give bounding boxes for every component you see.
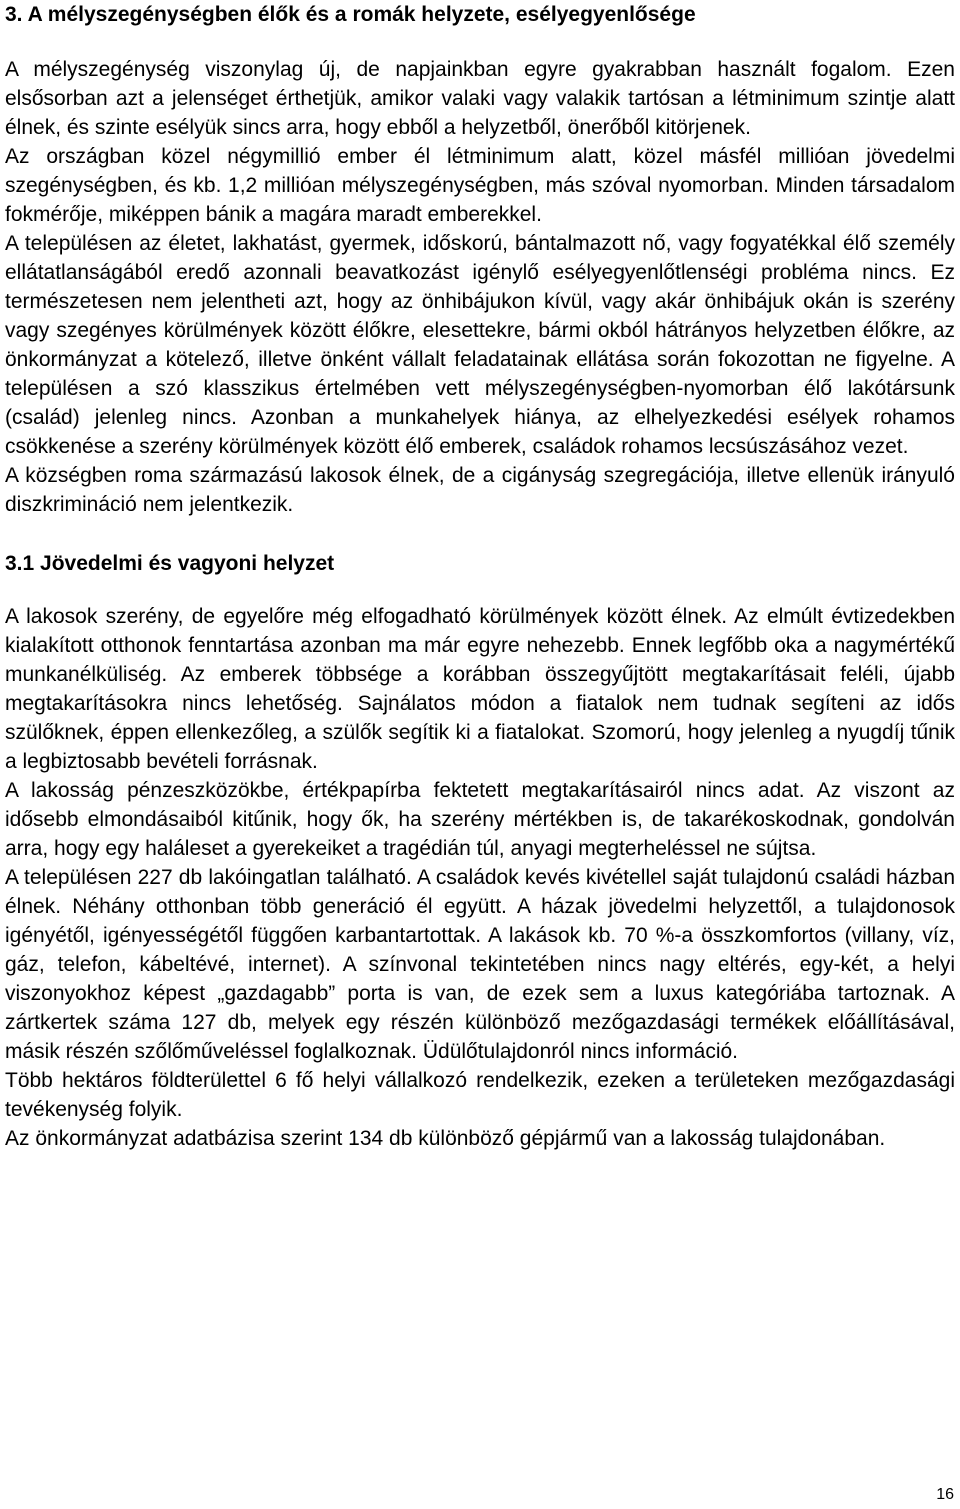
section-paragraph-local-situation: A településen az életet, lakhatást, gyermek, időskorú, bántalmazott nő, vagy fogyatékkal élő személy ellátatlanságából eredő azonnali beavatkozást igénylő esélyegyenlőtlenségi probléma nincs. Ez természetesen nem jelentheti azt, hogy az önhibájukon kívül, vagy akár önhibájuk okán is szerény vagy szegényes körülmények között élőkre, elesettekre, bármi okból hátrányos helyzetben élőkre, az önkormányzat a kötelező, illetve önként vállalt feladatainak ellátása során fokozottan ne figyelne. A településen a szó klasszikus értelmében vett mélyszegénységben-nyomorban élő lakótársunk (család) jelenleg nincs. Azonban a munkahelyek hiánya, az elhelyezkedési esélyek rohamos csökkenése a szerény körülmények között élő emberek, családok rohamos lecsúszásához vezet. (5, 232, 955, 458)
document-page (5, 0, 955, 1153)
subsection-paragraph-land: Több hektáros földterülettel 6 fő helyi vállalkozó rendelkezik, ezeken a területeken mezőgazdasági tevékenység folyik. (5, 1069, 955, 1121)
section-paragraph-definition: A mélyszegénység viszonylag új, de napjainkban egyre gyakrabban használt fogalom. Ezen elsősorban azt a jelenséget érthetjük, amikor valaki vagy valakik tartósan a létminimum szintje alatt élnek, és szinte esélyük sincs arra, hogy ebből a helyzetből, önerőből kitörjenek. (5, 58, 955, 139)
spacer (5, 519, 955, 550)
subsection-heading: 3.1 Jövedelmi és vagyoni helyzet (5, 552, 335, 575)
spacer (5, 578, 955, 602)
section-paragraph-national-statistics: Az országban közel négymillió ember él létminimum alatt, közel másfél millióan jövedelmi szegénységben, és kb. 1,2 millióan mélyszegénységben, más szóval nyomorban. Minden társadalom fokmérője, miképpen bánik a magára maradt emberekkel. (5, 145, 955, 226)
subsection-paragraph-living-conditions: A lakosok szerény, de egyelőre még elfogadható körülmények között élnek. Az elmúlt évtizedekben kialakított otthonok fenntartása azonban ma már egyre nehezebb. Ennek legfőbb oka a nagymértékű munkanélküliség. Az emberek többsége a korábban összegyűjtött megtakarításait feléli, újabb megtakarításokra nincs lehetőség. Sajnálatos módon a fiatalok nem tudnak segíteni az idős szülőknek, éppen ellenkezőleg, a szülők segítik ki a fiatalokat. Szomorú, hogy jelenleg a nyugdíj tűnik a legbiztosabb bevételi forrásnak. (5, 605, 955, 773)
subsection-paragraph-vehicles: Az önkormányzat adatbázisa szerint 134 db különböző gépjármű van a lakosság tulajdonában. (5, 1127, 886, 1150)
subsection-paragraph-savings: A lakosság pénzeszközökbe, értékpapírba fektetett megtakarításairól nincs adat. Az viszont az idősebb elmondásaiból kitűnik, hogy ők, ha szerény mértékben is, de takarékoskodnak, gondolván arra, hogy egy haláleset a gyerekeiket a tragédián túl, anyagi megterheléssel ne sújtsa. (5, 779, 955, 860)
section-heading: 3. A mélyszegénységben élők és a romák helyzete, esélyegyenlősége (5, 3, 696, 26)
page-number: 16 (936, 1486, 954, 1503)
spacer (5, 28, 955, 55)
section-paragraph-roma: A községben roma származású lakosok élnek, de a cigányság szegregációja, illetve ellenük irányuló diszkrimináció nem jelentkezik. (5, 464, 955, 516)
subsection-paragraph-housing: A településen 227 db lakóingatlan található. A családok kevés kivétellel saját tulajdonú családi házban élnek. Néhány otthonban több generáció él együtt. A házak jövedelmi helyzettől, a tulajdonosok igényétől, igényességétől függően karbantartottak. A lakások kb. 70 %-a összkomfortos (villany, víz, gáz, telefon, kábeltévé, internet). A színvonal tekintetében nincs nagy eltérés, egy-két, a helyi viszonyokhoz képest „gazdagabb” porta is van, de ezek sem a luxus kategóriába tartoznak. A zártkertek száma 127 db, melyek egy részén különböző mezőgazdasági termékek előállításával, másik részén szőlőműveléssel foglalkoznak. Üdülőtulajdonról nincs információ. (5, 866, 955, 1063)
